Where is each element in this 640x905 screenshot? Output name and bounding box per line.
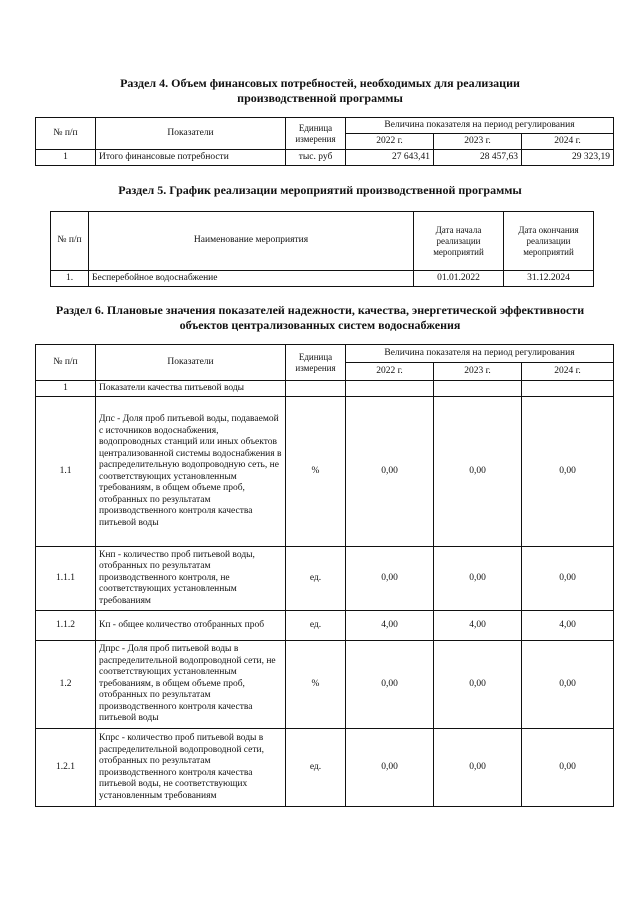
section5-header-name: Наименование мероприятия <box>89 212 414 271</box>
row-name: Кп - общее количество отобранных проб <box>96 611 286 641</box>
section5-header-start: Дата начала реализации мероприятий <box>414 212 504 271</box>
section4-table <box>35 117 614 166</box>
row-num: 1. <box>51 271 89 287</box>
section4-title-line1: Раздел 4. Объем финансовых потребностей, необходимых для реализации <box>120 76 520 90</box>
section6-header-year-2023: 2023 г. <box>434 363 522 381</box>
row-name: Итого финансовые потребности <box>96 150 286 166</box>
row-value-2023: 4,00 <box>434 611 522 641</box>
row-name: Кпрс - количество проб питьевой воды в распределительной водопроводной сети, отобранных по результатам производственного контроля качества питьевой воды, не соответствующих установленным требованиям <box>96 729 286 807</box>
row-unit: тыс. руб <box>286 150 346 166</box>
section4-header-unit: Единица измерения <box>286 118 346 150</box>
row-value-2024: 0,00 <box>522 641 614 729</box>
row-name: Кнп - количество проб питьевой воды, отобранных по результатам производственного контроля, не соответствующих установленным требованиям <box>96 547 286 611</box>
row-name: Дпрс - Доля проб питьевой воды в распределительной водопроводной сети, не соответствующих установленным требованиям, в общем объеме проб, отобранных по результатам производственного контроля качества питьевой воды <box>96 641 286 729</box>
table-row <box>36 547 614 611</box>
section6-header-indicators: Показатели <box>96 345 286 381</box>
row-end-date: 31.12.2024 <box>504 271 594 287</box>
section5-table <box>50 211 594 287</box>
table-row <box>36 641 614 729</box>
row-num: 1 <box>36 150 96 166</box>
section4-title-line2: производственной программы <box>237 91 403 105</box>
row-value-2023: 0,00 <box>434 641 522 729</box>
row-unit: % <box>286 641 346 729</box>
table-row <box>51 271 594 287</box>
section6-title-line2: объектов централизованных систем водоснабжения <box>179 318 461 332</box>
row-value-2024: 0,00 <box>522 729 614 807</box>
section6-table <box>35 344 614 807</box>
group-name: Показатели качества питьевой воды <box>96 381 286 397</box>
row-value-2024: 0,00 <box>522 547 614 611</box>
row-value-2023: 28 457,63 <box>434 150 522 166</box>
row-name: Бесперебойное водоснабжение <box>89 271 414 287</box>
row-value-2024: 4,00 <box>522 611 614 641</box>
group-num: 1 <box>36 381 96 397</box>
row-value-2022: 0,00 <box>346 729 434 807</box>
section4-header-year-2024: 2024 г. <box>522 134 614 150</box>
section4-header-num: № п/п <box>36 118 96 150</box>
table-row <box>36 397 614 547</box>
row-unit: ед. <box>286 547 346 611</box>
row-unit: ед. <box>286 611 346 641</box>
row-name: Дпс - Доля проб питьевой воды, подаваемой с источников водоснабжения, водопроводных станций или иных объектов централизованной системы водоснабжения в распределительную водопроводную сеть, не соответствующих установленным требованиям, в общем объеме проб, отобранных по результатам производственного контроля качества питьевой воды <box>96 397 286 547</box>
section6-header-year-2024: 2024 г. <box>522 363 614 381</box>
row-num: 1.1 <box>36 397 96 547</box>
table-row <box>36 611 614 641</box>
section4-header-year-2023: 2023 г. <box>434 134 522 150</box>
row-value-2022: 4,00 <box>346 611 434 641</box>
row-value-2022: 27 643,41 <box>346 150 434 166</box>
row-value-2023: 0,00 <box>434 397 522 547</box>
section6-header-unit: Единица измерения <box>286 345 346 381</box>
row-value-2024: 29 323,19 <box>522 150 614 166</box>
row-value-2022: 0,00 <box>346 641 434 729</box>
section6-header-value: Величина показателя на период регулирования <box>346 345 614 363</box>
row-value-2023: 0,00 <box>434 729 522 807</box>
table-row <box>36 150 614 166</box>
row-num: 1.2.1 <box>36 729 96 807</box>
section5-header-num: № п/п <box>51 212 89 271</box>
section6-header-year-2022: 2022 г. <box>346 363 434 381</box>
section4-header-indicators: Показатели <box>96 118 286 150</box>
table-group-row <box>36 381 614 397</box>
row-value-2022: 0,00 <box>346 397 434 547</box>
row-value-2024: 0,00 <box>522 397 614 547</box>
section5-title: Раздел 5. График реализации мероприятий производственной программы <box>118 183 522 197</box>
row-value-2023: 0,00 <box>434 547 522 611</box>
table-row <box>36 729 614 807</box>
section6-title-line1: Раздел 6. Плановые значения показателей надежности, качества, энергетической эффективности <box>55 303 585 317</box>
row-num: 1.1.2 <box>36 611 96 641</box>
row-unit: % <box>286 397 346 547</box>
section4-header-value: Величина показателя на период регулирования <box>346 118 614 134</box>
row-start-date: 01.01.2022 <box>414 271 504 287</box>
section4-header-year-2022: 2022 г. <box>346 134 434 150</box>
section6-header-num: № п/п <box>36 345 96 381</box>
section5-header-end: Дата окончания реализации мероприятий <box>504 212 594 271</box>
row-value-2022: 0,00 <box>346 547 434 611</box>
row-num: 1.2 <box>36 641 96 729</box>
row-unit: ед. <box>286 729 346 807</box>
row-num: 1.1.1 <box>36 547 96 611</box>
